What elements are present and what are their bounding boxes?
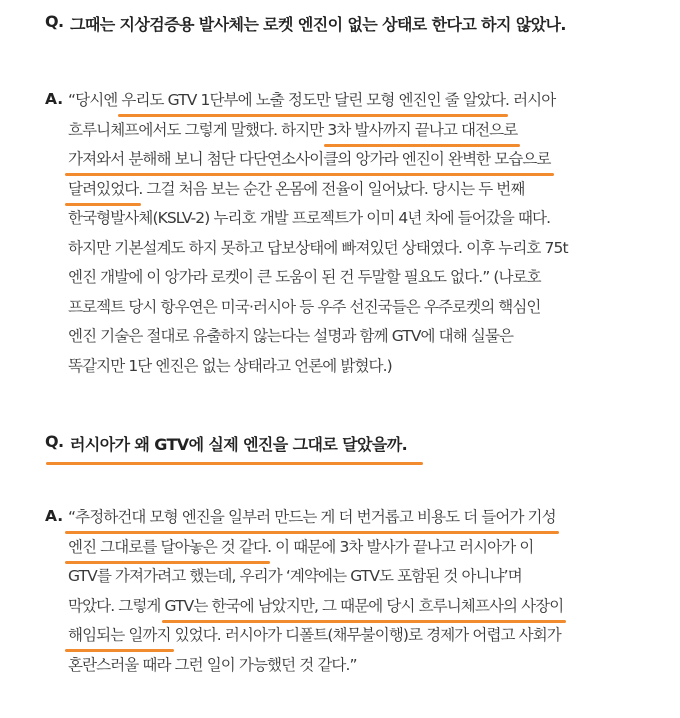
text-segment: 혼란스러울 때라 그런 일이 가능했던 것 같다.”	[68, 655, 357, 674]
a1-line-5	[68, 206, 550, 228]
answer-1	[0, 88, 680, 388]
a1-line-2	[68, 118, 517, 140]
text-segment: 막았다. 그렇게	[68, 596, 165, 615]
a1-line-3	[68, 147, 551, 169]
highlighted-text: GTV는 한국에 남았지만, 그 때문에 당시 흐루니체프사의 사장이	[165, 594, 564, 616]
text-segment: 하지만 기본설계도 하지 못하고 답보상태에 빠져있던 상태였다. 이후 누리호 75t	[68, 238, 568, 257]
answer-1-label: A.	[45, 90, 64, 108]
highlighted-text: 가져와서 분해해 보니 첨단 다단연소사이클의 앙가라 엔진이 완벽한 모습으로	[68, 147, 551, 169]
highlighted-text: 3차 발사까지 끝나고 대전으로	[327, 118, 517, 140]
question-2	[0, 432, 680, 466]
question-1	[0, 12, 680, 42]
text-segment: 똑같지만 1단 엔진은 없는 상태라고 언론에 밝혔다.)	[68, 356, 392, 375]
text-segment: “당시엔	[68, 91, 122, 109]
a2-line-1	[68, 505, 556, 527]
text-segment: 흐루니체프에서도 그렇게 말했다. 하지만	[68, 120, 328, 139]
highlighted-text: 우리도 GTV 1단부에 노출 정도만 달린 모형 엔진인 줄 알았다	[121, 88, 505, 110]
text-segment: GTV를 가져가려고 했는데, 우리가 ‘계약에는 GTV도 포함된 것 아니냐’며	[68, 567, 522, 585]
text-segment: 엔진 기술은 절대로 유출하지 않는다는 설명과 함께 GTV에 대해 실물은	[68, 327, 514, 345]
a1-line-4	[68, 177, 524, 199]
text-segment: 한국형발사체(KSLV-2) 누리호 개발 프로젝트가 이미 4년 차에 들어갔을 때다.	[68, 209, 551, 227]
question-2-underline	[46, 462, 423, 465]
a2-line-6	[68, 653, 357, 675]
answer-2-label: A.	[45, 507, 64, 525]
text-segment: 프로젝트 당시 항우연은 미국·러시아 등 우주 선진국들은 우주로켓의 핵심인	[68, 297, 541, 316]
question-1-text: 그때는 지상검증용 발사체는 로켓 엔진이 없는 상태로 한다고 하지 않았나.	[70, 15, 566, 34]
text-segment: . 러시아	[505, 91, 556, 109]
text-segment: 있었다. 러시아가 디폴트(채무불이행)로 경제가 어렵고 사회가	[170, 626, 561, 644]
question-2-text: 러시아가 왜 GTV에 실제 엔진을 그대로 달았을까.	[70, 435, 408, 454]
a2-line-4	[68, 594, 563, 616]
highlighted-text: 달려있었다	[68, 177, 138, 199]
highlighted-text: 해임되는 일까지	[68, 623, 171, 645]
highlighted-text: “추정하건대 모형 엔진을 일부러 만드는 게 더 번거롭고 비용도 더 들어가 기성	[68, 505, 556, 527]
a1-line-8	[68, 295, 541, 317]
a2-line-5	[68, 623, 561, 645]
answer-2	[0, 505, 680, 705]
a1-line-10	[68, 354, 392, 376]
a2-line-2	[68, 535, 533, 557]
a1-line-6	[68, 236, 568, 258]
question-2-label: Q.	[45, 432, 64, 451]
a2-line-3	[68, 564, 522, 586]
highlighted-text: 엔진 그대로를 달아놓은 것 같다	[68, 535, 267, 557]
text-segment: 엔진 개발에 이 앙가라 로켓이 큰 도움이 된 건 두말할 필요도 없다.” (나로호	[68, 268, 541, 286]
a1-line-9	[68, 324, 513, 346]
a1-line-1	[68, 88, 555, 110]
a1-line-7	[68, 265, 541, 287]
text-segment: . 이 때문에 3차 발사가 끝나고 러시아가 이	[267, 537, 534, 556]
question-1-label: Q.	[45, 12, 64, 31]
text-segment: . 그걸 처음 보는 순간 온몸에 전율이 일어났다. 당시는 두 번째	[138, 179, 525, 198]
